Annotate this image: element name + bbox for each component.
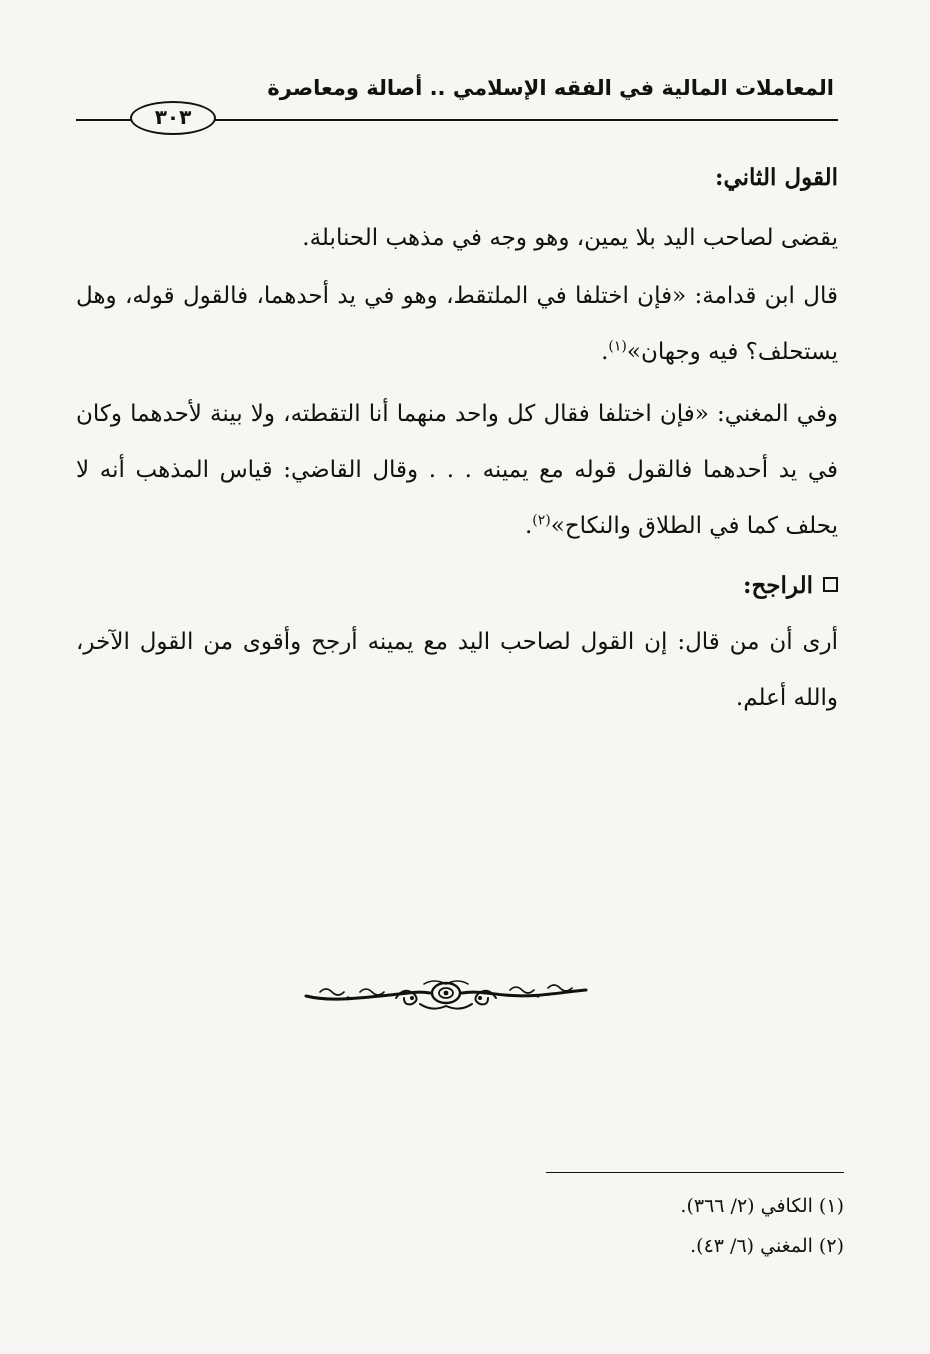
paragraph-4: أرى أن من قال: إن القول لصاحب اليد مع يمينه أرجح وأقوى من القول الآخر، والله أعلم. <box>76 629 838 711</box>
decorative-ornament-icon <box>300 978 592 1012</box>
section-heading-text: الراجح: <box>742 572 813 599</box>
footnote-ref-2: (٢) <box>532 512 551 529</box>
footnote-1: (١) الكافي (٢/ ٣٦٦). <box>680 1195 844 1217</box>
paragraph-2-end: . <box>601 339 609 365</box>
paragraph-3-end: . <box>524 513 533 539</box>
section-heading <box>76 558 838 614</box>
paragraph-2-text: قال ابن قدامة: «فإن اختلفا في الملتقط، وهو في يد أحدهما، فالقول قوله، وهل يستحلف؟ فيه وجهان» <box>76 283 838 365</box>
footnote-ref-1: (١) <box>608 338 627 355</box>
footnotes <box>344 1186 844 1266</box>
paragraph-2 <box>76 268 838 380</box>
paragraph-1: يقضى لصاحب اليد بلا يمين، وهو وجه في مذهب الحنابلة. <box>302 225 838 251</box>
paragraph-3-text: وفي المغني: «فإن اختلفا فقال كل واحد منهما أنا التقطته، ولا بينة لأحدهما وكان في يد أحدهما فالقول قوله مع يمينه . . . وقال القاضي: قياس المذهب أنه لا يحلف كما في الطلاق والنكاح» <box>76 401 838 539</box>
running-title: المعاملات المالية في الفقه الإسلامي .. أصالة ومعاصرة <box>267 76 834 100</box>
page-number: ٣٠٣ <box>130 101 216 135</box>
paragraph-3 <box>76 386 838 554</box>
checkbox-bullet-icon <box>823 577 838 592</box>
subsection-heading: القول الثاني: <box>714 164 838 191</box>
footnote-2: (٢) المغني (٦/ ٤٣). <box>690 1235 844 1257</box>
footnote-rule <box>546 1172 844 1173</box>
body-text <box>76 150 838 726</box>
